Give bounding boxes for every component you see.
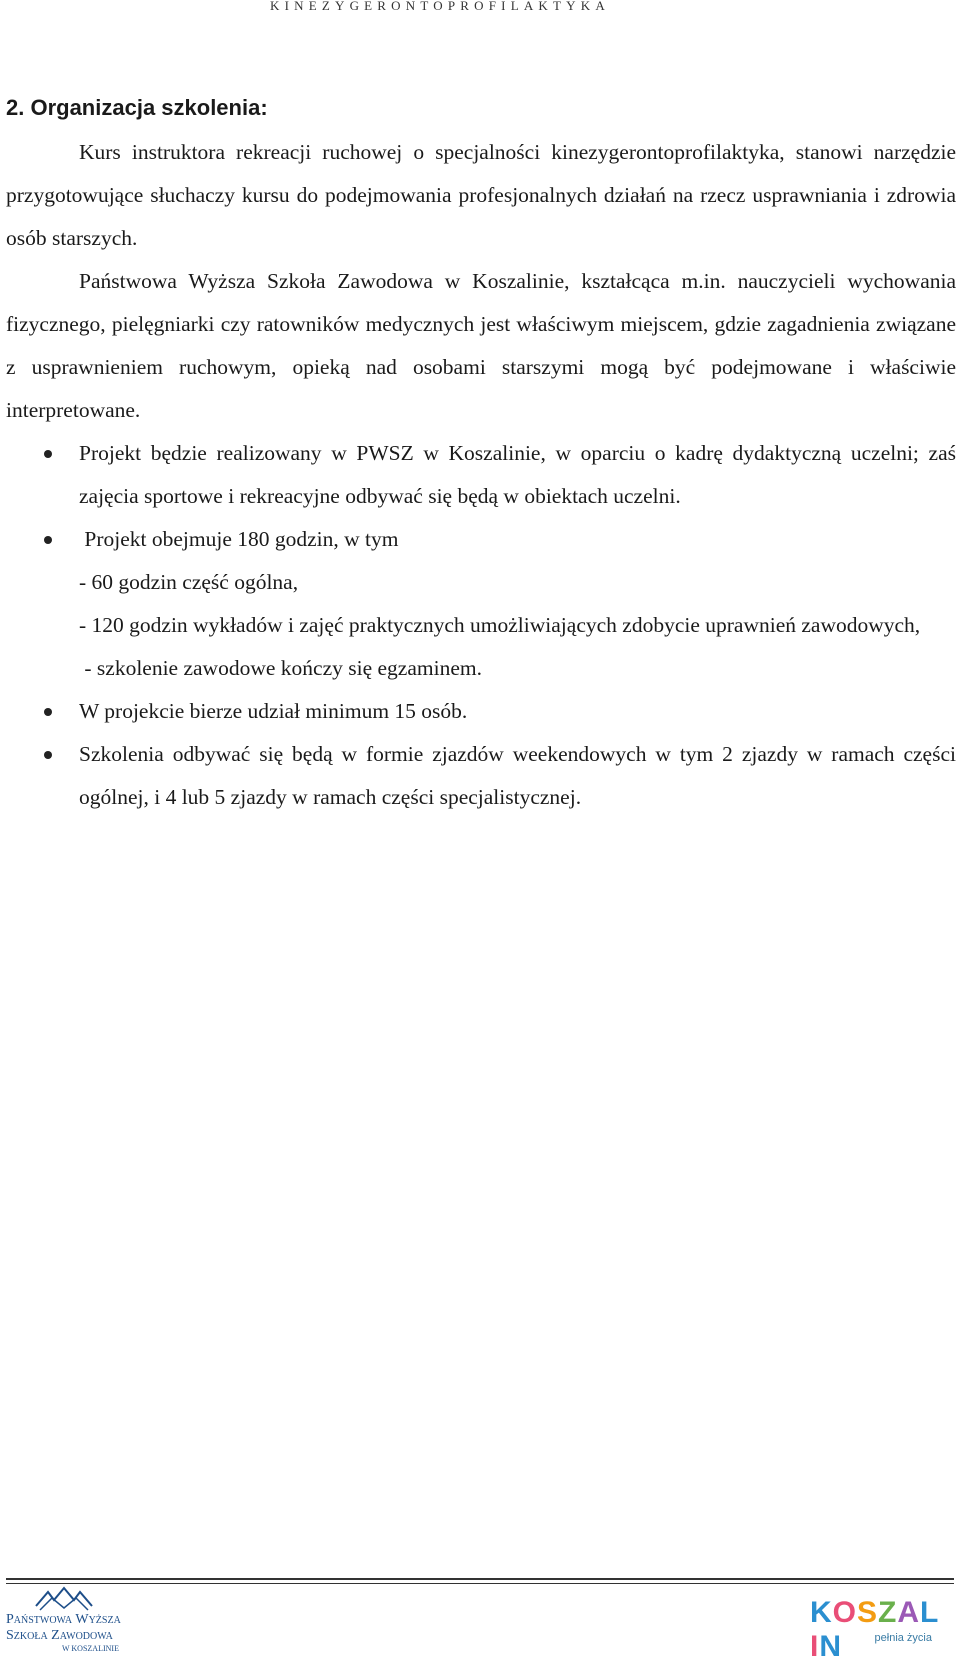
wordmark-letter: O — [832, 1596, 858, 1629]
pwsz-emblem-icon — [34, 1586, 94, 1612]
bullet-icon — [44, 708, 52, 716]
paragraph-2: Państwowa Wyższa Szkoła Zawodowa w Koszalinie, kształcąca m.in. nauczycieli wychowania fizycznego, pielęgniarki czy ratowników medycznych jest właściwym miejscem, gdzie zagadnienia związane z usprawnieniem ruchowym, opieką nad osobami starszymi mogą być podejmowane i właściwie interpretowane. — [6, 269, 956, 422]
wordmark-letter: S — [857, 1596, 879, 1629]
wordmark-letter: L — [920, 1596, 940, 1629]
wordmark-letter: Z — [878, 1596, 898, 1629]
logo-text-line2: Szkoła Zawodowa — [6, 1628, 113, 1643]
logo-text-line3: W KOSZALINIE — [62, 1644, 119, 1653]
document-body — [6, 93, 956, 819]
bullet-icon — [44, 450, 52, 458]
bullet-icon — [44, 751, 52, 759]
list-item — [6, 518, 956, 690]
koszalin-wordmark — [810, 1596, 946, 1664]
list-item-text: Projekt obejmuje 180 godzin, w tym — [79, 527, 399, 551]
list-item — [6, 733, 956, 819]
bullet-list — [6, 432, 956, 819]
list-item-text: Projekt będzie realizowany w PWSZ w Koszalinie, w oparciu o kadrę dydaktyczną uczelni; zaś zajęcia sportowe i rekreacyjne odbywać się będą w obiektach uczelni. — [79, 441, 956, 508]
section-heading: 2. Organizacja szkolenia: — [6, 95, 268, 120]
pwsz-logo — [6, 1586, 166, 1653]
wordmark-letter: I — [810, 1630, 820, 1663]
koszalin-tagline: pełnia życia — [874, 1632, 932, 1644]
list-item-text: Szkolenia odbywać się będą w formie zjazdów weekendowych w tym 2 zjazdy w ramach części ogólnej, i 4 lub 5 zjazdy w ramach części specjalistycznej. — [79, 742, 956, 809]
sub-item: - 120 godzin wykładów i zajęć praktycznych umożliwiających zdobycie uprawnień zawodowych, — [79, 613, 921, 637]
logo-text-line1: Państwowa Wyższa — [6, 1612, 121, 1627]
paragraph-1: Kurs instruktora rekreacji ruchowej o specjalności kinezygerontoprofilaktyka, stanowi narzędzie przygotowujące słuchaczy kursu do podejmowania profesjonalnych działań na rzecz usprawniania i zdrowia osób starszych. — [6, 140, 956, 250]
wordmark-letter: A — [897, 1596, 921, 1629]
bullet-icon — [44, 536, 52, 544]
footer-divider — [6, 1578, 954, 1580]
wordmark-letter: K — [810, 1596, 833, 1629]
footer-divider — [6, 1583, 954, 1584]
list-item-text: W projekcie bierze udział minimum 15 osób. — [79, 699, 468, 723]
list-item — [6, 432, 956, 518]
wordmark-letter: N — [819, 1630, 843, 1663]
koszalin-logo — [810, 1588, 950, 1663]
sub-item: - szkolenie zawodowe kończy się egzaminem. — [79, 656, 482, 680]
running-header: KINEZYGERONTOPROFILAKTYKA — [270, 0, 610, 13]
list-item — [6, 690, 956, 733]
sub-item: - 60 godzin część ogólna, — [79, 570, 299, 594]
